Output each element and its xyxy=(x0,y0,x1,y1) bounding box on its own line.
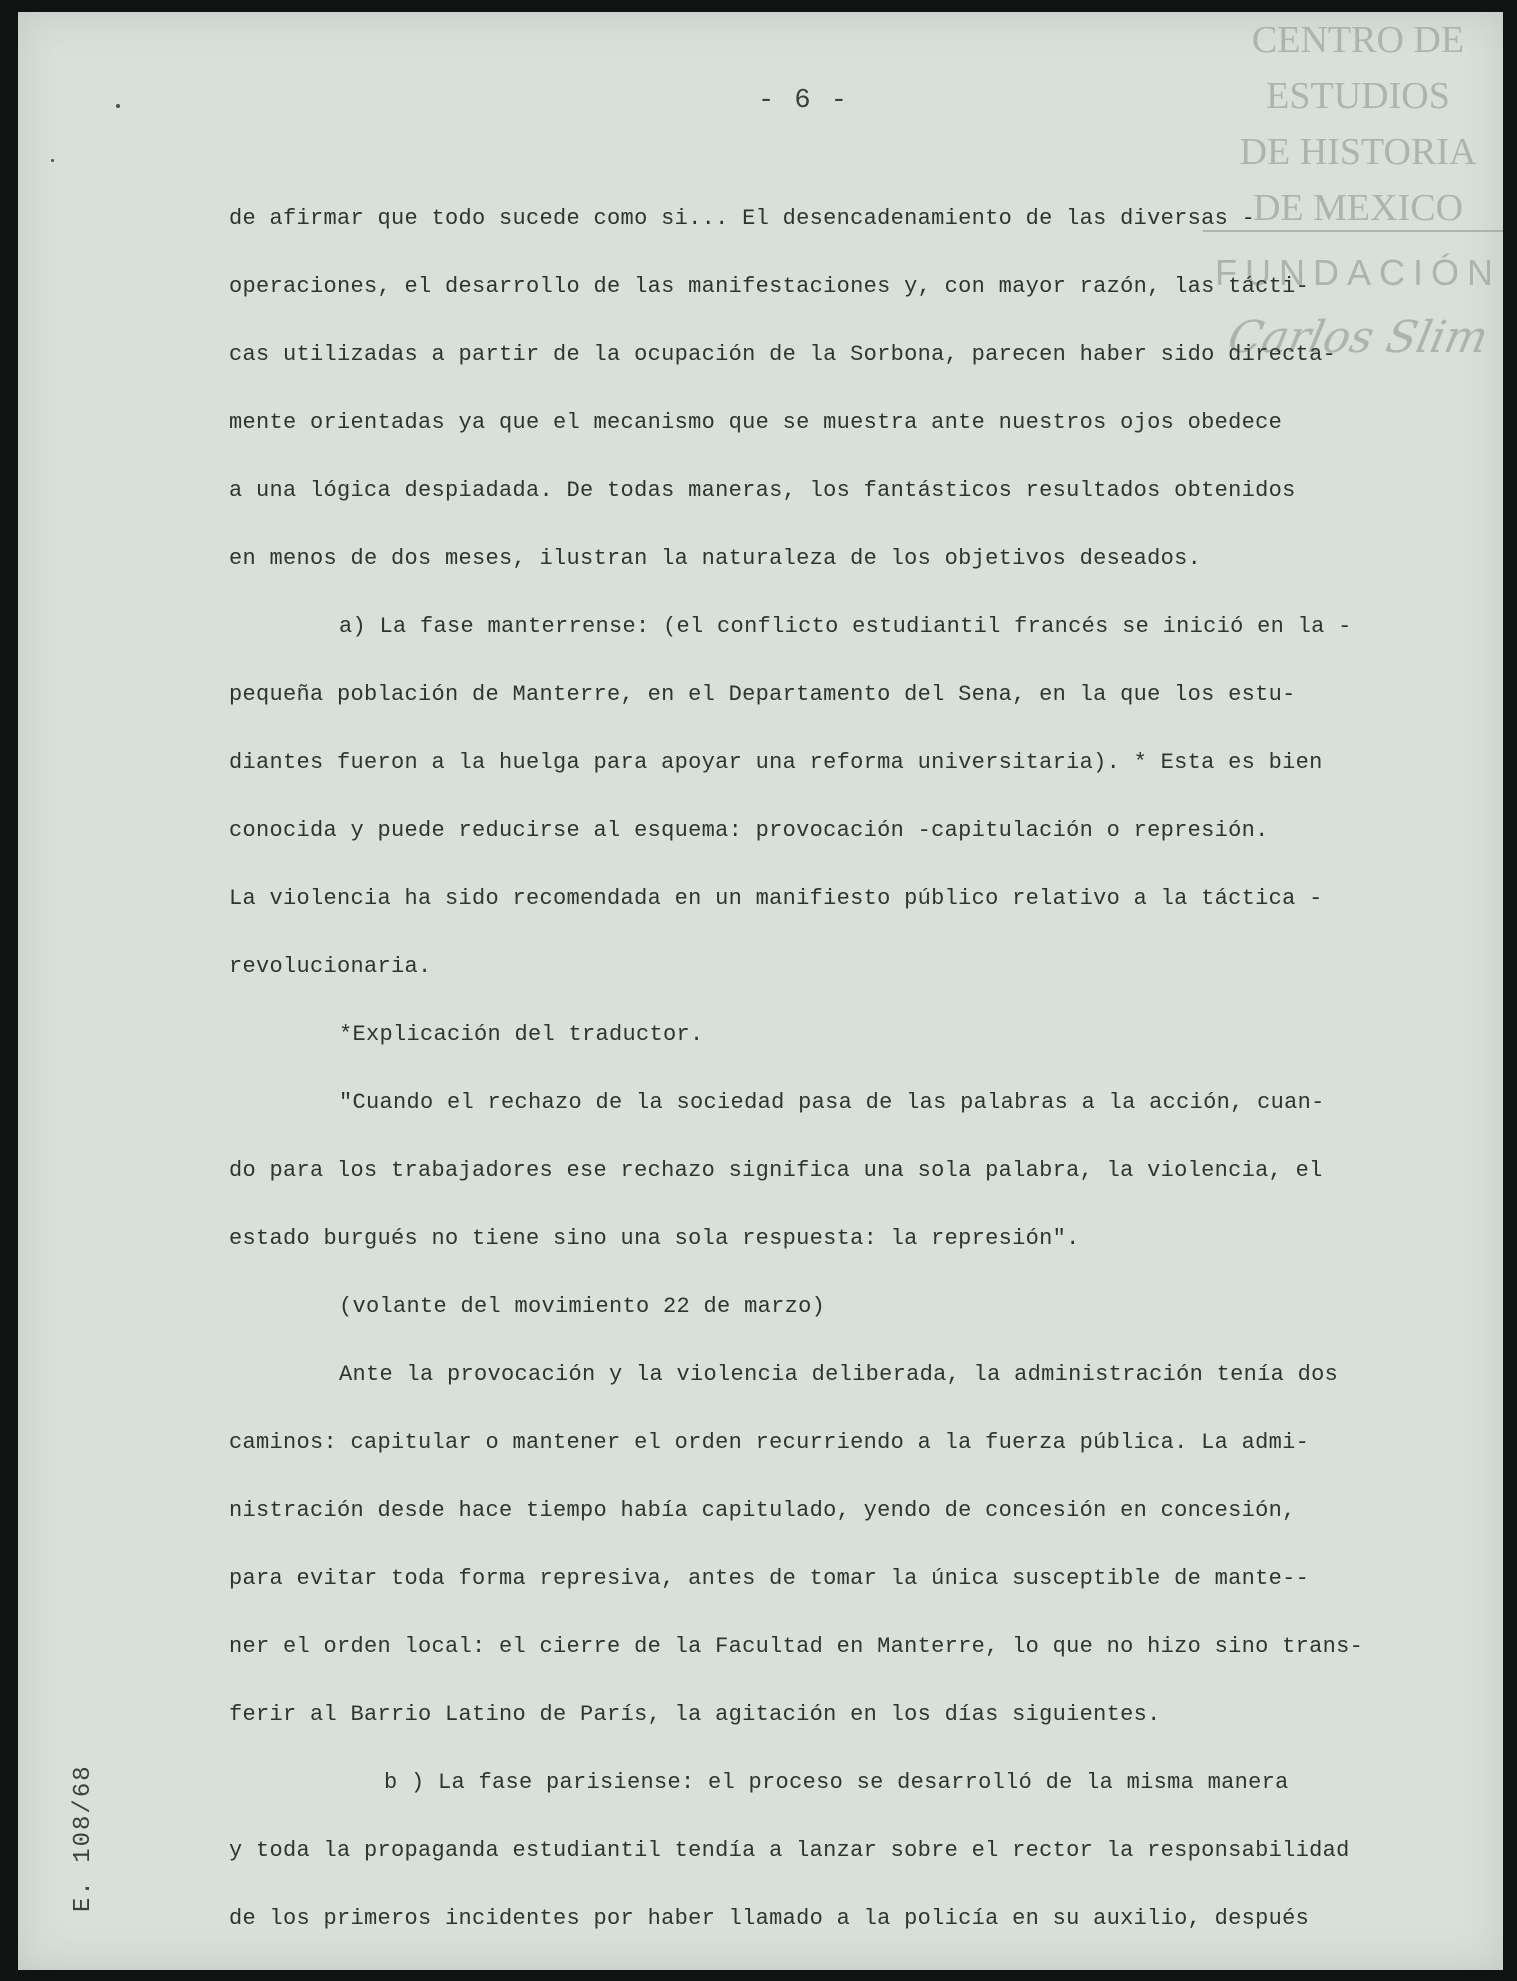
text-line: de afirmar que todo sucede como si... El desencadenamiento de las diversas - xyxy=(229,206,1256,231)
archive-margin-code: E. 108/68 xyxy=(70,1764,97,1912)
watermark-line: CENTRO DE xyxy=(1251,19,1465,61)
text-line: a) La fase manterrense: (el conflicto estudiantil francés se inició en la - xyxy=(339,614,1352,639)
document-page xyxy=(18,12,1503,1970)
document-body xyxy=(229,185,1459,1953)
text-line: revolucionaria. xyxy=(229,954,432,979)
text-line: a una lógica despiadada. De todas maneras, los fantásticos resultados obtenidos xyxy=(229,478,1296,503)
text-line: mente orientadas ya que el mecanismo que se muestra ante nuestros ojos obedece xyxy=(229,410,1283,435)
text-line: en menos de dos meses, ilustran la naturaleza de los objetivos deseados. xyxy=(229,546,1202,571)
text-line: nistración desde hace tiempo había capitulado, yendo de concesión en concesión, xyxy=(229,1498,1296,1523)
quote-line: "Cuando el rechazo de la sociedad pasa de las palabras a la acción, cuan- xyxy=(339,1090,1325,1115)
page-number: - 6 - xyxy=(758,86,850,116)
text-line: conocida y puede reducirse al esquema: provocación -capitulación o represión. xyxy=(229,818,1269,843)
text-line: operaciones, el desarrollo de las manifestaciones y, con mayor razón, las tácti- xyxy=(229,274,1310,299)
watermark-line: ESTUDIOS xyxy=(1266,75,1450,117)
footnote-line: *Explicación del traductor. xyxy=(339,1022,704,1047)
text-line: y toda la propaganda estudiantil tendía a lanzar sobre el rector la responsabilidad xyxy=(229,1838,1350,1863)
text-line: para evitar toda forma represiva, antes de tomar la única susceptible de mante-- xyxy=(229,1566,1310,1591)
paper-speck xyxy=(51,159,54,162)
watermark-foundation: FUNDACIÓN xyxy=(1215,252,1501,293)
text-line: Ante la provocación y la violencia deliberada, la administración tenía dos xyxy=(339,1362,1339,1387)
text-line: diantes fueron a la huelga para apoyar una reforma universitaria). * Esta es bien xyxy=(229,750,1323,775)
text-line: cas utilizadas a partir de la ocupación de la Sorbona, parecen haber sido directa- xyxy=(229,342,1337,367)
watermark-signature: Carlos Slim xyxy=(1223,312,1493,363)
quote-line: do para los trabajadores ese rechazo significa una sola palabra, la violencia, el xyxy=(229,1158,1323,1183)
watermark-line: DE HISTORIA xyxy=(1239,131,1477,173)
text-line: ner el orden local: el cierre de la Facultad en Manterre, lo que no hizo sino trans- xyxy=(229,1634,1364,1659)
quote-line: estado burgués no tiene sino una sola respuesta: la represión". xyxy=(229,1226,1080,1251)
watermark-line: DE MEXICO xyxy=(1252,187,1464,229)
text-line: La violencia ha sido recomendada en un manifiesto público relativo a la táctica - xyxy=(229,886,1323,911)
text-line: pequeña población de Manterre, en el Departamento del Sena, en la que los estu- xyxy=(229,682,1296,707)
text-line: caminos: capitular o mantener el orden recurriendo a la fuerza pública. La admi- xyxy=(229,1430,1310,1455)
quote-source-line: (volante del movimiento 22 de marzo) xyxy=(339,1294,826,1319)
paper-speck xyxy=(116,104,120,108)
text-line: ferir al Barrio Latino de París, la agitación en los días siguientes. xyxy=(229,1702,1161,1727)
text-line: de los primeros incidentes por haber llamado a la policía en su auxilio, después xyxy=(229,1906,1310,1931)
text-line: b ) La fase parisiense: el proceso se desarrolló de la misma manera xyxy=(384,1770,1289,1795)
